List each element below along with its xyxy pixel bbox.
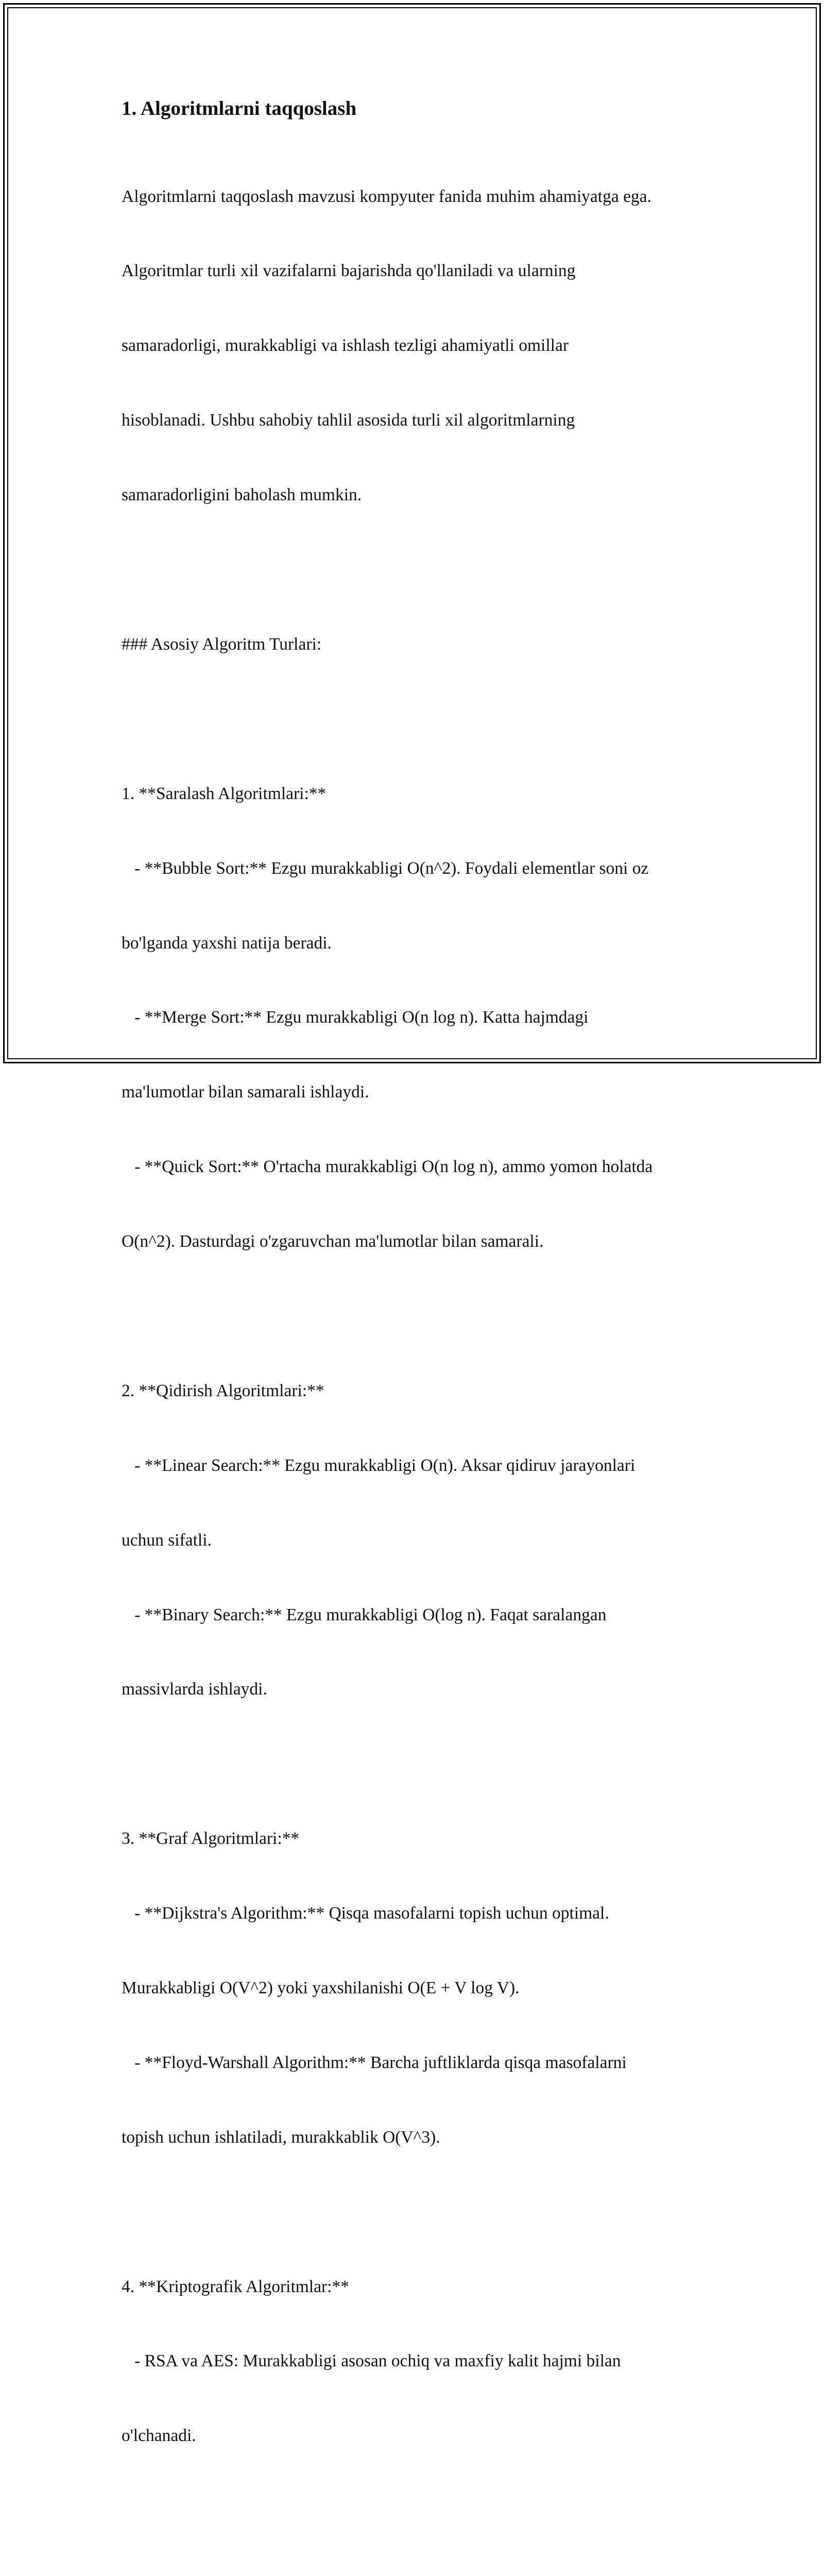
blank-line	[122, 1752, 714, 1776]
text-line: bo'lganda yaxshi natija beradi.	[122, 933, 332, 953]
text-line: hisoblanadi. Ushbu sahobiy tahlil asosida turli xil algoritmlarning	[122, 411, 575, 430]
list-subitem: - RSA va AES: Murakkabligi asosan ochiq va maxfiy kalit hajmi bilan	[122, 2351, 621, 2371]
section-heading: ### Asosiy Algoritm Turlari:	[122, 634, 322, 654]
blank-line	[122, 1304, 714, 1329]
text-line: Algoritmlarni taqqoslash mavzusi kompyuter fanida muhim ahamiyatga ega.	[122, 187, 651, 206]
list-subitem: - **Linear Search:** Ezgu murakkabligi O(n). Aksar qidiruv jarayonlari	[122, 1455, 636, 1475]
list-subitem: - **Quick Sort:** O'rtacha murakkabligi O(n log n), ammo yomon holatda	[122, 1157, 653, 1177]
text-line: uchun sifatli.	[122, 1530, 212, 1550]
blank-line	[122, 2200, 714, 2225]
list-subitem: - **Floyd-Warshall Algorithm:** Barcha juftliklarda qisqa masofalarni	[122, 2053, 627, 2072]
text-line: Murakkabligi O(V^2) yoki yaxshilanishi O(E + V log V).	[122, 1978, 520, 1997]
list-item-heading: 3. **Graf Algoritmlari:**	[122, 1829, 300, 1849]
blank-line	[122, 2498, 714, 2523]
section-heading	[122, 2573, 714, 2576]
document-body	[122, 95, 714, 2576]
text-line: O(n^2). Dasturdagi o'zgaruvchan ma'lumotlar bilan samarali.	[122, 1232, 544, 1251]
text-line: Algoritmlar turli xil vazifalarni bajarishda qo'llaniladi va ularning	[122, 261, 576, 281]
document-text	[122, 134, 714, 2576]
list-subitem: - **Merge Sort:** Ezgu murakkabligi O(n log n). Katta hajmdagi	[122, 1008, 589, 1027]
list-item-heading: 2. **Qidirish Algoritmlari:**	[122, 1381, 324, 1400]
list-subitem: - **Bubble Sort:** Ezgu murakkabligi O(n^2). Foydali elementlar soni oz	[122, 858, 649, 878]
blank-line	[122, 707, 714, 732]
list-subitem: - **Dijkstra's Algorithm:** Qisqa masofalarni topish uchun optimal.	[122, 1904, 609, 1923]
list-item-heading: 4. **Kriptografik Algoritmlar:**	[122, 2277, 349, 2296]
list-subitem: - **Binary Search:** Ezgu murakkabligi O(log n). Faqat saralangan	[122, 1605, 607, 1624]
text-line: samaradorligi, murakkabligi va ishlash tezligi ahamiyatli omillar	[122, 336, 569, 355]
text-line: o'lchanadi.	[122, 2426, 196, 2446]
text-line: topish uchun ishlatiladi, murakkablik O(V^3).	[122, 2127, 440, 2147]
list-item-heading: 1. **Saralash Algoritmlari:**	[122, 784, 327, 803]
text-line: massivlarda ishlaydi.	[122, 1680, 267, 1699]
text-line: ma'lumotlar bilan samarali ishlaydi.	[122, 1082, 369, 1102]
text-line: samaradorligini baholash mumkin.	[122, 485, 362, 505]
blank-line	[122, 557, 714, 582]
document-heading: 1. Algoritmlarni taqqoslash	[122, 97, 357, 120]
